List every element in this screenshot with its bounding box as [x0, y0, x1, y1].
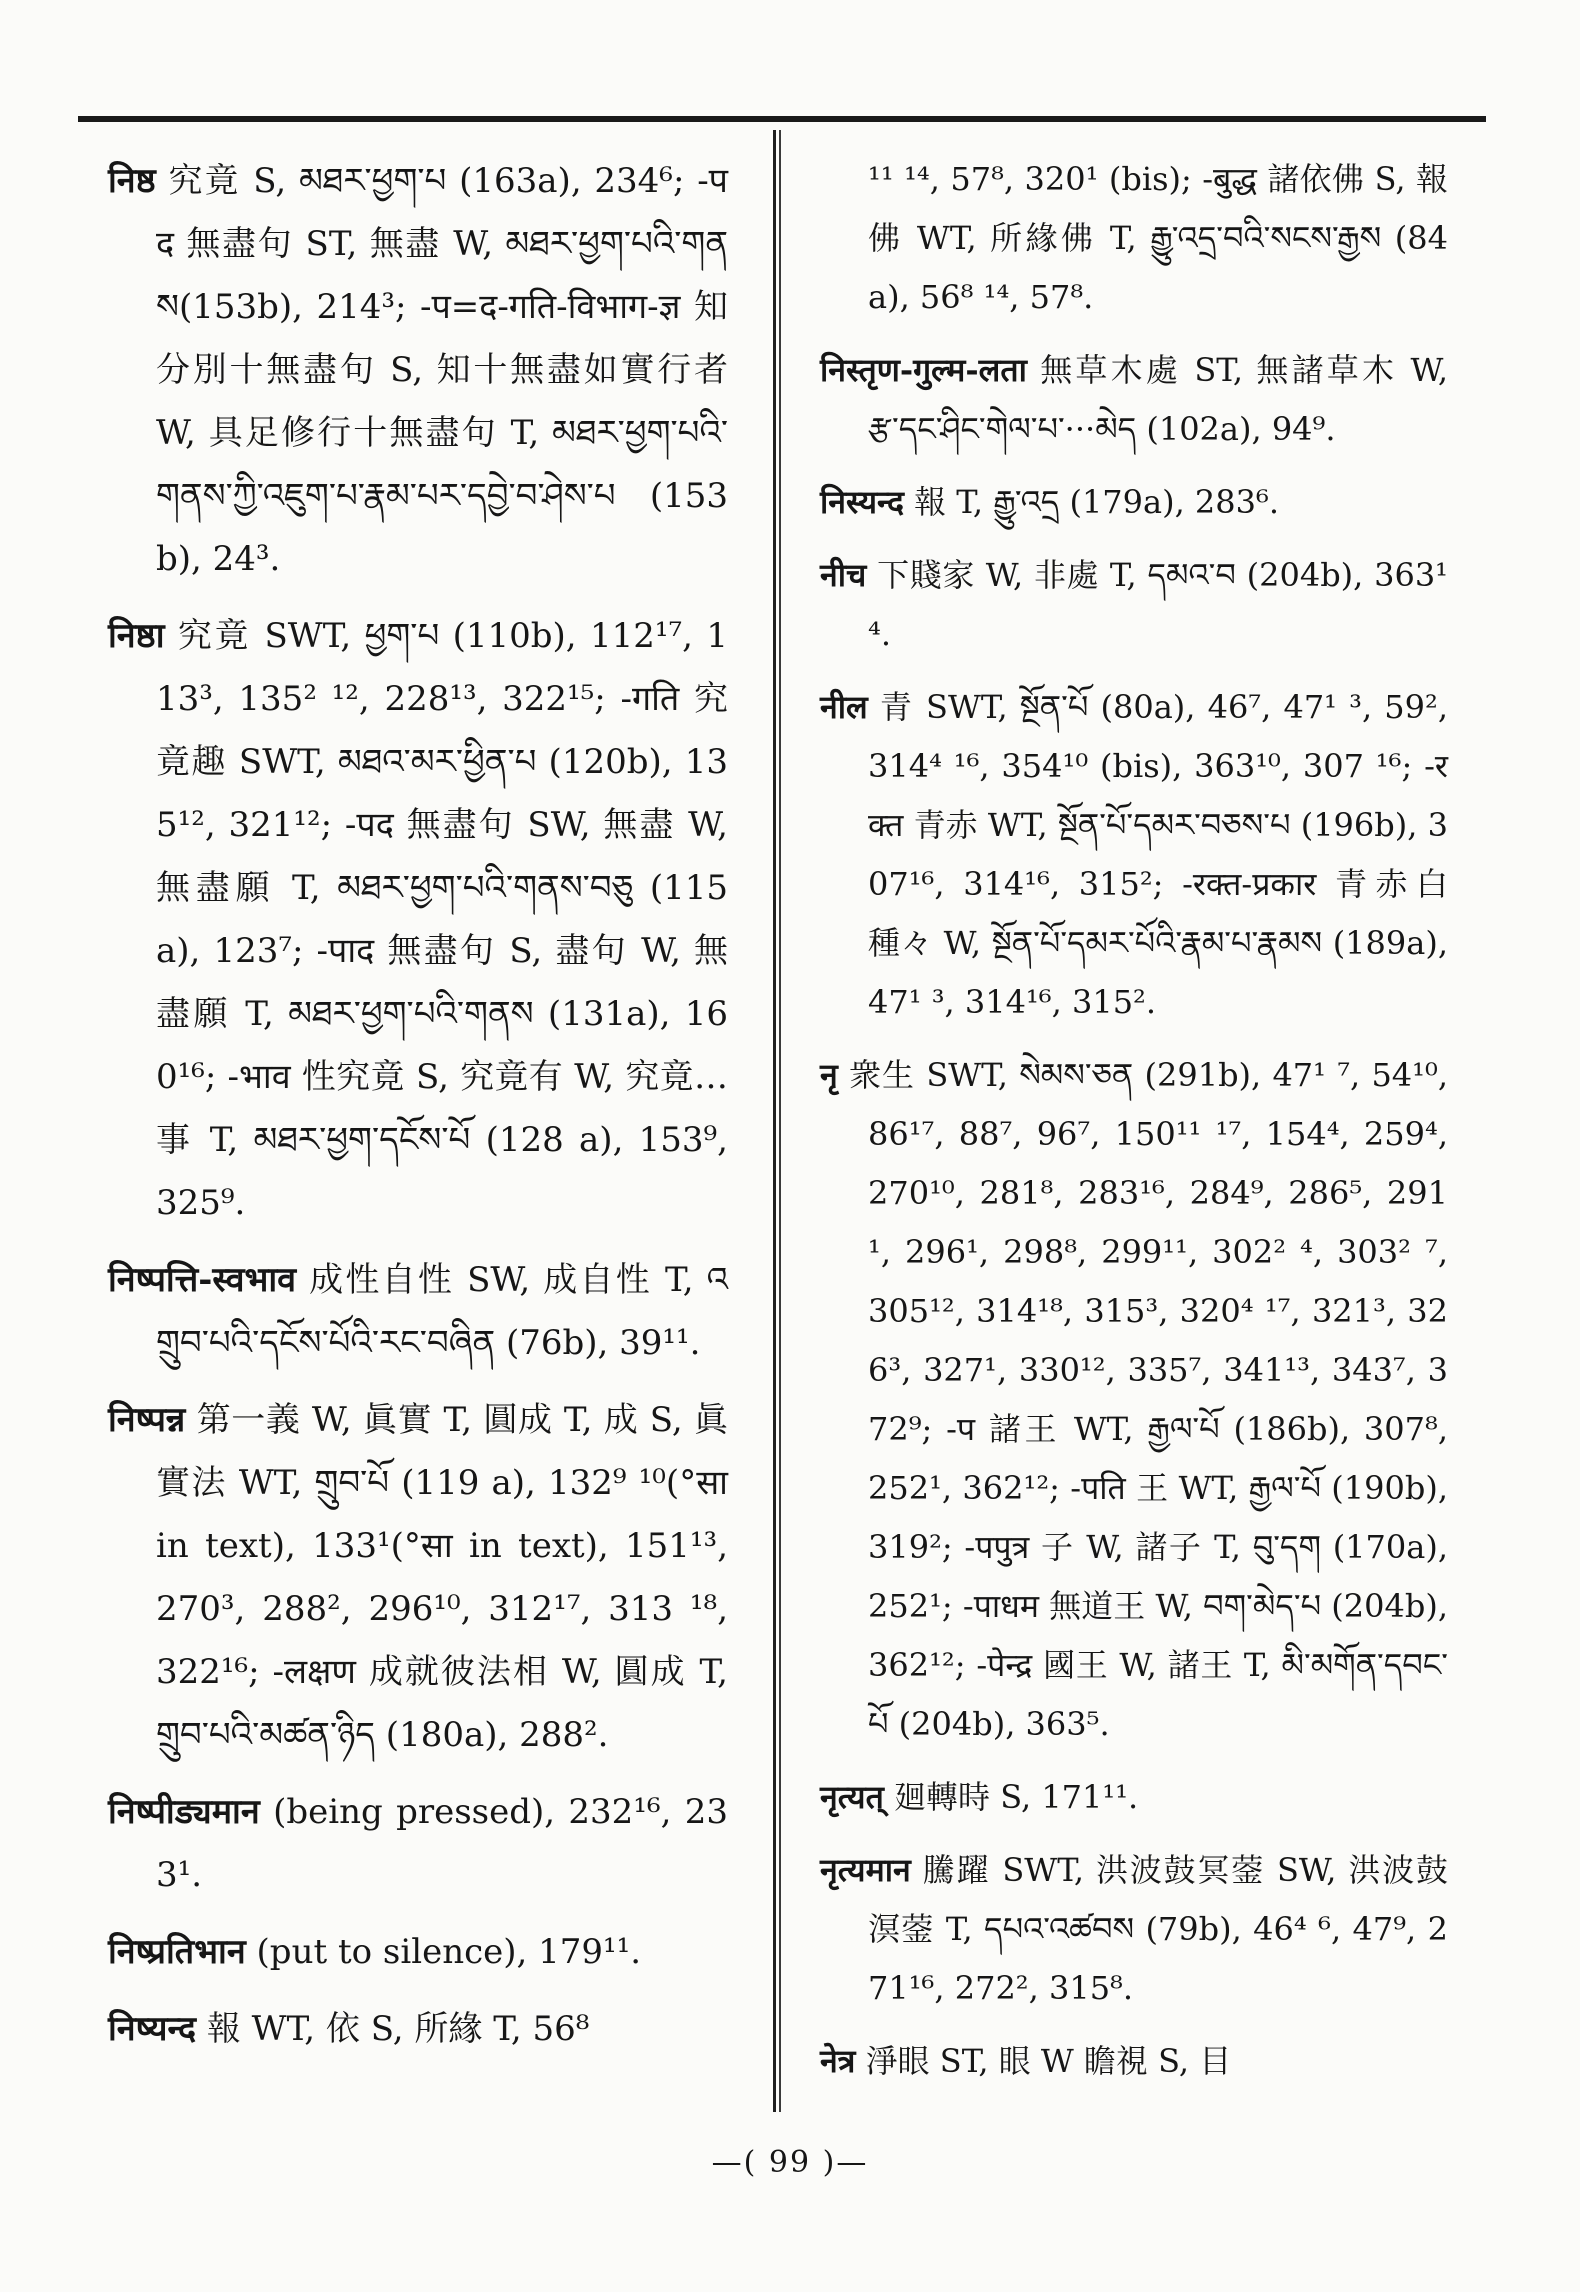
dictionary-entry	[820, 1841, 1448, 2018]
dictionary-entry	[820, 2032, 1448, 2091]
dictionary-entry-continued	[820, 150, 1448, 327]
headword: निष्पीड्यमान	[108, 1792, 260, 1832]
dictionary-entry	[820, 341, 1448, 459]
headword: नृत्यत्	[820, 1778, 884, 1816]
headword: निष्पत्ति-स्वभाव	[108, 1260, 297, 1300]
entry-body: 報 WT, 依 S, 所緣 T, 56⁸	[206, 2009, 590, 2049]
dictionary-entry	[820, 1768, 1448, 1827]
entry-body: 成性自性 SW, 成自性 T, འགྲུབ་པའི་དངོས་པོའི་རང་བཞིན (76b), 39¹¹.	[156, 1260, 728, 1363]
entry-body: 第一義 W, 眞實 T, 圓成 T, 成 S, 眞實法 WT, གྲུབ་པོ (119 a), 132⁹ ¹⁰(°सा in text), 133¹(°सा in text), 151¹³, 270³, 288², 296¹⁰, 312¹⁷, 313 ¹⁸, 322¹⁶; -लक्षण 成就彼法相 W, 圓成 T, གྲུབ་པའི་མཚན་ཉིད (180a), 288².	[156, 1400, 729, 1755]
dictionary-entry	[108, 1781, 728, 1907]
headword: नृ	[820, 1056, 838, 1094]
dictionary-entry	[820, 473, 1448, 532]
entry-body: 無草木處 ST, 無諸草木 W, རྩ་དང་ཤིང་གེལ་པ་···མེད (102a), 94⁹.	[868, 351, 1448, 448]
dictionary-entry	[820, 546, 1448, 664]
entry-body: (being pressed), 232¹⁶, 233¹.	[156, 1792, 728, 1895]
dictionary-entry	[108, 1249, 728, 1375]
headword: नृत्यमान	[820, 1851, 911, 1889]
entry-body: 下賤家 W, 非處 T, དམའ་བ (204b), 363¹⁴.	[868, 556, 1449, 653]
column-divider-inner	[779, 130, 781, 2112]
headword: निष्ठा	[108, 616, 165, 656]
entry-body: 究竟 S, མཐར་ཕྱག་པ (163a), 234⁶; -पद 無盡句 ST, 無盡 W, མཐར་ཕྱག་པའི་གནས(153b), 214³; -प=द-गति-विभाग-ज्ञ 知分別十無盡句 S, 知十無盡如實行者 W, 具足修行十無盡句 T, མཐར་ཕྱག་པའི་གནས་ཀྱི་འཇུག་པ་རྣམ་པར་དབྱེ་བ་ཤེས་པ (153b), 24³.	[156, 161, 728, 579]
headword: नेत्र	[820, 2042, 856, 2080]
headword: निष्पन्न	[108, 1400, 186, 1440]
entry-body: 究竟 SWT, ཕྱག་པ (110b), 112¹⁷, 113³, 135² ¹², 228¹³, 322¹⁵; -गति 究竟趣 SWT, མཐའ་མར་ཕྱིན་པ (120b), 135¹², 321¹²; -पद 無盡句 SW, 無盡 W, 無盡願 T, མཐར་ཕྱག་པའི་གནས་བཅུ (115a), 123⁷; -पाद 無盡句 S, 盡句 W, 無盡願 T, མཐར་ཕྱག་པའི་གནས (131a), 160¹⁶; -भाव 性究竟 S, 究竟有 W, 究竟…事 T, མཐར་ཕྱག་དངོས་པོ (128 a), 153⁹, 325⁹.	[156, 616, 728, 1223]
entry-body: 青 SWT, སྔོན་པོ (80a), 46⁷, 47¹ ³, 59², 314⁴ ¹⁶, 354¹⁰ (bis), 363¹⁰, 307 ¹⁶; -रक्त 青赤 WT, སྔོན་པོ་དམར་བཅས་པ (196b), 307¹⁶, 314¹⁶, 315²; -रक्त-प्रकार 青赤白種々 W, སྔོན་པོ་དམར་པོའི་རྣམ་པ་རྣམས (189a), 47¹ ³, 314¹⁶, 315².	[868, 688, 1449, 1021]
headword: नील	[820, 688, 868, 726]
column-divider	[773, 130, 776, 2112]
entry-body: 淨眼 ST, 眼 W 瞻視 S, 目	[865, 2042, 1232, 2080]
headword: निष्ठ	[108, 161, 156, 201]
headword: निस्तृण-गुल्म-लता	[820, 351, 1027, 389]
headword: निष्यन्द	[108, 2009, 197, 2049]
dictionary-entry	[108, 1921, 728, 1984]
page-number: —( 99 )—	[711, 2145, 869, 2180]
dictionary-entry	[108, 605, 728, 1235]
entry-body: ¹¹ ¹⁴, 57⁸, 320¹ (bis); -बुद्ध 諸依佛 S, 報佛 WT, 所緣佛 T, རྒྱུ་འདྲ་བའི་སངས་རྒྱས (84a), 56⁸ ¹⁴, 57⁸.	[868, 160, 1448, 316]
entry-body: 衆生 SWT, སེམས་ཅན (291b), 47¹ ⁷, 54¹⁰, 86¹⁷, 88⁷, 96⁷, 150¹¹ ¹⁷, 154⁴, 259⁴, 270¹⁰, 281⁸, 283¹⁶, 284⁹, 286⁵, 291¹, 296¹, 298⁸, 299¹¹, 302² ⁴, 303² ⁷, 305¹², 314¹⁸, 315³, 320⁴ ¹⁷, 321³, 326³, 327¹, 330¹², 335⁷, 341¹³, 343⁷, 372⁹; -प 諸王 WT, རྒྱལ་པོ (186b), 307⁸, 252¹, 362¹²; -पति 王 WT, རྒྱལ་པོ (190b), 319²; -पपुत्र 子 W, 諸子 T, བུ་དག (170a), 252¹; -पाधम 無道王 W, བག་མེད་པ (204b), 362¹²; -पेन्द्र 國王 W, 諸王 T, མི་མགོན་དབང་པོ (204b), 363⁵.	[849, 1056, 1448, 1743]
headword: निस्यन्द	[820, 483, 904, 521]
entry-body: 騰躍 SWT, 洪波鼓冥蓥 SW, 洪波鼓溟蓥 T, དཔའ་འཚབས (79b), 46⁴ ⁶, 47⁹, 271¹⁶, 272², 315⁸.	[868, 1851, 1448, 2007]
dictionary-entry	[820, 1046, 1448, 1754]
right-column	[820, 150, 1448, 2105]
entry-body: (put to silence), 179¹¹.	[256, 1932, 642, 1972]
dictionary-entry	[820, 678, 1448, 1032]
dictionary-entry	[108, 1998, 728, 2061]
dictionary-entry	[108, 150, 728, 591]
entry-body: 廻轉時 S, 171¹¹.	[894, 1778, 1139, 1816]
entry-body: 報 T, རྒྱུ་འདྲ (179a), 283⁶.	[914, 483, 1280, 521]
headword: नीच	[820, 556, 867, 594]
dictionary-entry	[108, 1389, 728, 1767]
top-rule	[78, 116, 1486, 122]
left-column	[108, 150, 728, 2075]
headword: निष्प्रतिभान	[108, 1932, 246, 1972]
